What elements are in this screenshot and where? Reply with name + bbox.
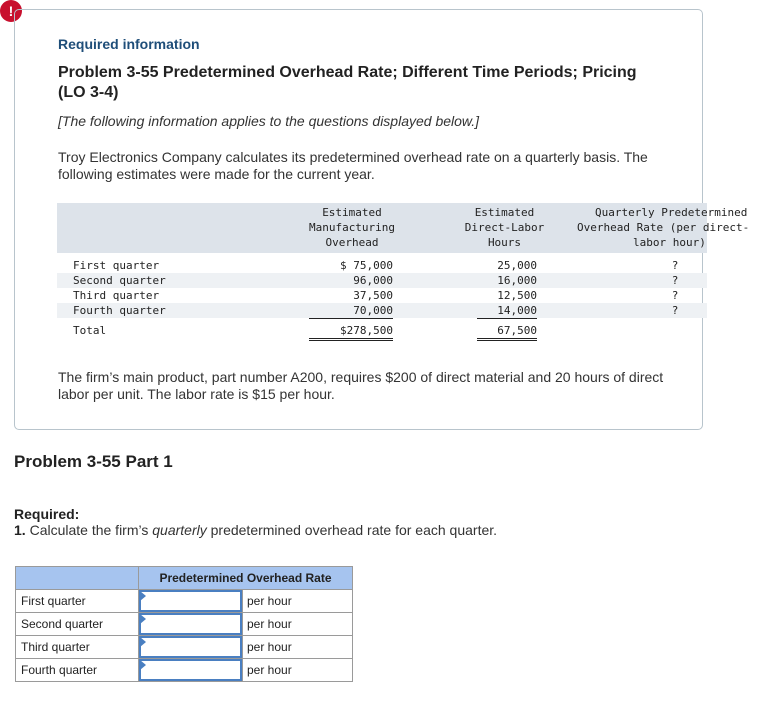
question-number: 1. bbox=[14, 522, 26, 538]
header-manufacturing-overhead bbox=[287, 205, 417, 250]
header-text: Estimated bbox=[474, 206, 535, 219]
answer-header: Predetermined Overhead Rate bbox=[139, 567, 353, 590]
question-emphasis: quarterly bbox=[152, 522, 207, 538]
answer-row-label: Second quarter bbox=[16, 613, 139, 636]
answer-unit: per hour bbox=[243, 590, 353, 613]
hours-value: 14,000 bbox=[477, 303, 537, 319]
intro-paragraph: Troy Electronics Company calculates its predetermined overhead rate on a quarterly basis. The following estimates were made for the current year. bbox=[58, 149, 648, 182]
answer-row-label: Third quarter bbox=[16, 636, 139, 659]
answer-row-label: Fourth quarter bbox=[16, 659, 139, 682]
second-quarter-rate-input[interactable] bbox=[139, 613, 242, 635]
overhead-total: $278,500 bbox=[309, 323, 393, 341]
input-indicator-icon bbox=[140, 614, 146, 624]
estimates-table-header bbox=[57, 203, 750, 253]
hours-value: 16,000 bbox=[497, 274, 537, 287]
header-text: Overhead Rate (per direct- bbox=[577, 221, 750, 234]
header-quarterly-rate bbox=[577, 205, 777, 250]
rate-value: ? bbox=[671, 259, 679, 272]
answer-input-cell bbox=[139, 659, 243, 682]
applies-note: [The following information applies to the questions displayed below.] bbox=[58, 113, 480, 129]
overhead-value: 70,000 bbox=[309, 303, 393, 319]
answer-unit: per hour bbox=[243, 636, 353, 659]
header-text: Manufacturing bbox=[308, 221, 396, 234]
answer-unit: per hour bbox=[243, 659, 353, 682]
header-text: labor hour) bbox=[633, 236, 706, 249]
row-label: Third quarter bbox=[73, 289, 160, 302]
answer-row bbox=[16, 636, 353, 659]
question-text-part: Calculate the firm’s bbox=[29, 522, 149, 538]
answer-row bbox=[16, 659, 353, 682]
header-direct-labor-hours bbox=[442, 205, 567, 250]
table-row bbox=[57, 303, 707, 318]
overhead-value: 96,000 bbox=[353, 274, 393, 287]
problem-title: Problem 3-55 Predetermined Overhead Rate; Different Time Periods; Pricing (LO 3-4) bbox=[58, 64, 637, 101]
table-row bbox=[57, 258, 707, 273]
answer-unit: per hour bbox=[243, 613, 353, 636]
answer-input-cell bbox=[139, 613, 243, 636]
fourth-quarter-rate-input[interactable] bbox=[139, 659, 242, 681]
estimates-table bbox=[57, 203, 750, 339]
input-indicator-icon bbox=[140, 637, 146, 647]
answer-input-cell bbox=[139, 590, 243, 613]
overhead-value: 37,500 bbox=[353, 289, 393, 302]
table-row-total bbox=[57, 323, 707, 338]
answer-table bbox=[15, 566, 353, 682]
hours-value: 25,000 bbox=[497, 259, 537, 272]
answer-row bbox=[16, 613, 353, 636]
required-information-panel bbox=[14, 9, 750, 430]
row-label: Fourth quarter bbox=[73, 304, 166, 317]
hours-total: 67,500 bbox=[477, 323, 537, 341]
table-row bbox=[57, 273, 707, 288]
required-label: Required: bbox=[14, 506, 80, 522]
header-blank-cell bbox=[16, 567, 139, 590]
overhead-value: $ 75,000 bbox=[340, 259, 393, 272]
rate-value: ? bbox=[671, 289, 679, 302]
answer-row bbox=[16, 590, 353, 613]
required-information-heading: Required information bbox=[58, 36, 200, 52]
header-text: Hours bbox=[487, 236, 522, 249]
rate-value: ? bbox=[671, 304, 679, 317]
question-text bbox=[14, 522, 497, 538]
third-quarter-rate-input[interactable] bbox=[139, 636, 242, 658]
question-text-part: predetermined overhead rate for each quarter. bbox=[210, 522, 498, 538]
hours-value: 12,500 bbox=[497, 289, 537, 302]
table-row bbox=[57, 288, 707, 303]
rate-value: ? bbox=[671, 274, 679, 287]
input-indicator-icon bbox=[140, 660, 146, 670]
part-title: Problem 3-55 Part 1 bbox=[14, 452, 173, 471]
header-text: Overhead bbox=[325, 236, 379, 249]
row-label: Second quarter bbox=[73, 274, 166, 287]
answer-header-row bbox=[16, 567, 353, 590]
header-text: Direct-Labor bbox=[464, 221, 545, 234]
answer-input-cell bbox=[139, 636, 243, 659]
row-label: Total bbox=[73, 324, 107, 337]
header-text: Quarterly Predetermined bbox=[595, 206, 748, 219]
row-label: First quarter bbox=[73, 259, 160, 272]
header-text: Estimated bbox=[322, 206, 382, 219]
first-quarter-rate-input[interactable] bbox=[139, 590, 242, 612]
input-indicator-icon bbox=[140, 591, 146, 601]
product-paragraph: The firm’s main product, part number A200, requires $200 of direct material and 20 hours of direct labor per unit. The labor rate is $15 per hour. bbox=[58, 369, 664, 402]
answer-row-label: First quarter bbox=[16, 590, 139, 613]
alert-icon: ! bbox=[0, 0, 22, 22]
